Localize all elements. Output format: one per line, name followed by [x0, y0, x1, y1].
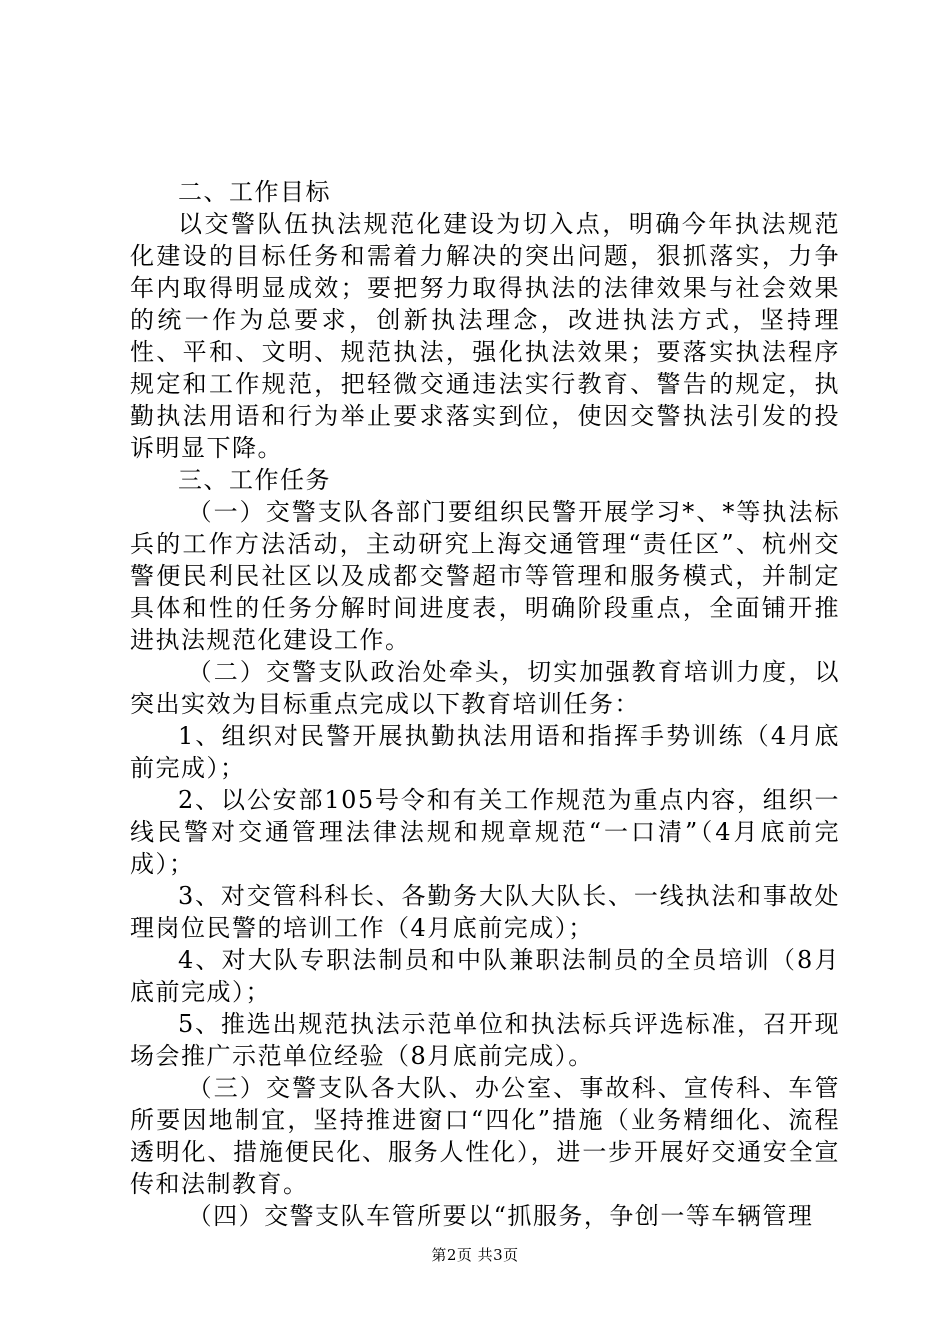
training-item-3: 3、对交管科科长、各勤务大队大队长、一线执法和事故处理岗位民警的培训工作（4月底前完成）；: [130, 882, 840, 942]
paragraph-task-3: （三）交警支队各大队、办公室、事故科、宣传科、车管所要因地制宜，坚持推进窗口“四化”措施（业务精细化、流程透明化、措施便民化、服务人性化），进一步开展好交通安全宣传和法制教育。: [130, 1074, 840, 1198]
training-item-1: 1、组织对民警开展执勤执法用语和指挥手势训练（4月底前完成）；: [130, 722, 840, 782]
paragraph-task-2: （二）交警支队政治处牵头，切实加强教育培训力度，以突出实效为目标重点完成以下教育培训任务：: [130, 658, 840, 718]
paragraph-task-4: （四）交警支队车管所要以“抓服务，争创一等车辆管理: [187, 1202, 814, 1230]
training-item-2: 2、以公安部105号令和有关工作规范为重点内容，组织一线民警对交通管理法律法规和规章规范“一口清”（4月底前完成）；: [130, 786, 840, 878]
document-body: [130, 176, 840, 1232]
section-heading-goals: 二、工作目标: [178, 178, 331, 206]
paragraph-goals: 以交警队伍执法规范化建设为切入点，明确今年执法规范化建设的目标任务和需着力解决的突出问题，狠抓落实，力争年内取得明显成效；要把努力取得执法的法律效果与社会效果的统一作为总要求，创新执法理念，改进执法方式，坚持理性、平和、文明、规范执法，强化执法效果；要落实执法程序规定和工作规范，把轻微交通违法实行教育、警告的规定，执勤执法用语和行为举止要求落实到位，使因交警执法引发的投诉明显下降。: [130, 210, 840, 462]
paragraph-task-1: （一）交警支队各部门要组织民警开展学习*、*等执法标兵的工作方法活动，主动研究上海交通管理“责任区”、杭州交警便民利民社区以及成都交警超市等管理和服务模式，并制定具体和性的任务分解时间进度表，明确阶段重点，全面铺开推进执法规范化建设工作。: [130, 498, 840, 654]
page-footer: [0, 1244, 950, 1265]
training-item-4: 4、对大队专职法制员和中队兼职法制员的全员培训（8月底前完成）；: [130, 946, 840, 1006]
training-item-5: 5、推选出规范执法示范单位和执法标兵评选标准，召开现场会推广示范单位经验（8月底前完成）。: [130, 1010, 840, 1070]
section-heading-tasks: 三、工作任务: [178, 466, 331, 494]
page-number-label: 第2页 共3页: [431, 1246, 519, 1264]
